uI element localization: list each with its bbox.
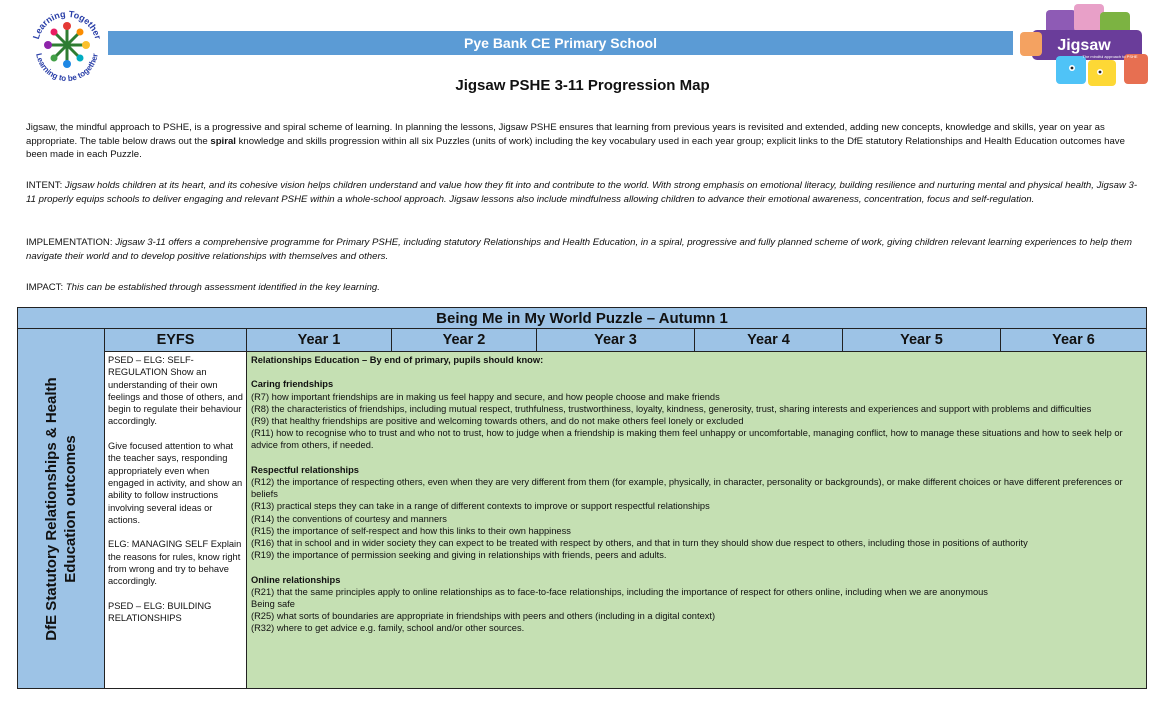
school-name-banner: Pye Bank CE Primary School (108, 31, 1013, 55)
column-header-year-3: Year 3 (537, 329, 695, 352)
outcome-line: Being safe (251, 599, 295, 610)
caring-friendships-title: Caring friendships (251, 379, 334, 390)
column-header-eyfs: EYFS (105, 329, 247, 352)
impact-label: IMPACT: (26, 282, 66, 293)
document-title: Jigsaw PSHE 3-11 Progression Map (455, 77, 710, 94)
intro-paragraph (26, 121, 1146, 162)
side-header (18, 329, 105, 688)
implementation-label: IMPLEMENTATION: (26, 237, 116, 248)
intent-label: INTENT: (26, 180, 65, 191)
outcome-line: (R25) what sorts of boundaries are appropriate in friendships with peers and others (including in a digital context) (251, 611, 716, 622)
school-logo (28, 6, 106, 84)
eyfs-text: ELG: MANAGING SELF Explain the reasons for rules, know right from wrong and try to behave accordingly. (108, 539, 242, 587)
side-header-label: DfE Statutory Relationships & Health Education outcomes (43, 377, 79, 641)
column-header-year-5: Year 5 (843, 329, 1001, 352)
outcome-line: (R8) the characteristics of friendships, including mutual respect, truthfulness, trustworthiness, loyalty, kindness, generosity, trust, sharing interests and experiences and support with problems and difficulties (251, 403, 1092, 414)
respectful-relationships-title: Respectful relationships (251, 464, 359, 475)
outcome-line: (R9) that healthy friendships are positive and welcoming towards others, and do not make others feel lonely or excluded (251, 416, 744, 426)
outcome-line: (R16) that in school and in wider society they can expect to be treated with respect by others, and that in turn they should show due respect to others, including those in positions of authority (251, 538, 1028, 549)
logo-left-bottom-text: Learning to be together (34, 52, 100, 84)
column-header-year-1: Year 1 (247, 329, 392, 352)
intro-spiral-bold: spiral (210, 135, 236, 147)
logo-right-text: Jigsaw (1057, 37, 1111, 54)
intro-text-a: Jigsaw, the mindful approach to PSHE, is a progressive and spiral scheme of learning. In planning the lessons, Jigsaw PSHE ensures that learning from previous years is revisited and extended, adding new concepts, knowledge and skills, year on year as appropriate. The table below draws out the (26, 122, 1105, 147)
outcome-line: (R12) the importance of respecting others, even when they are very different from them (for example, physically, in character, personality or backgrounds), or make different choices or have different preferences or beliefs (251, 477, 1123, 500)
outcome-line: (R21) that the same principles apply to online relationships as to face-to-face relationships, including the importance of respect for others online, including when we are anonymous (251, 586, 988, 597)
outcome-line: (R14) the conventions of courtesy and manners (251, 513, 447, 524)
impact-paragraph (26, 281, 1146, 295)
year-header-row (105, 329, 1146, 352)
implementation-text: Jigsaw 3-11 offers a comprehensive programme for Primary PSHE, including statutory Relationships and Health Education, in a spiral, progressive and fully planned scheme of work, giving children relevant learning experiences to help them navigate their world and to develop positive relationships with themselves and others. (26, 237, 1132, 262)
logo-right-tagline: The mindful approach to PSHE (1082, 54, 1138, 59)
column-header-year-2: Year 2 (392, 329, 537, 352)
outcome-line: (R15) the importance of self-respect and how this links to their own happiness (251, 525, 571, 536)
eyfs-text: PSED – ELG: SELF-REGULATION Show an understanding of their own feelings and those of others, and begin to regulate their behaviour accordingly. (108, 355, 243, 427)
impact-text: This can be established through assessment identified in the key learning. (65, 282, 380, 293)
outcome-line: (R32) where to get advice e.g. family, school and/or other sources. (251, 623, 525, 634)
intent-paragraph (26, 179, 1146, 206)
eyfs-cell (105, 352, 247, 688)
implementation-paragraph (26, 236, 1146, 263)
eyfs-text: Give focused attention to what the teacher says, responding appropriately even when engaged in activity, and show an ability to follow instructions involving several ideas or actions. (108, 441, 243, 525)
outcome-line: (R13) practical steps they can take in a range of different contexts to improve or support respectful relationships (251, 501, 710, 512)
outcome-line: (R19) the importance of permission seeking and giving in relationships with friends, peers and adults. (251, 550, 667, 561)
relationships-education-cell (247, 352, 1146, 688)
puzzle-title: Being Me in My World Puzzle – Autumn 1 (18, 308, 1146, 329)
intent-text: Jigsaw holds children at its heart, and its cohesive vision helps children understand and value how they fit into and contribute to the world. With strong emphasis on emotional literacy, building resilience and nurturing mental and physical health, Jigsaw 3-11 properly equips schools to deliver engaging and relevant PSHE within a whole-school approach. Jigsaw lessons also include mindfulness allowing children to advance their emotional awareness, concentration, focus and self-regulation. (26, 180, 1138, 205)
intro-text-b: knowledge and skills progression within all six Puzzles (units of work) including the key vocabulary used in each year group; explicit links to the DfE statutory Relationships and Health Education outcomes have been made in each Puzzle. (26, 135, 1125, 160)
online-relationships-title: Online relationships (251, 574, 341, 585)
eyfs-text: PSED – ELG: BUILDING RELATIONSHIPS (108, 600, 212, 624)
column-header-year-4: Year 4 (695, 329, 843, 352)
column-header-year-6: Year 6 (1001, 329, 1146, 352)
main-heading: Relationships Education – By end of primary, pupils should know: (251, 355, 544, 365)
outcome-line: (R7) how important friendships are in making us feel happy and secure, and how people choose and make friends (251, 391, 720, 402)
outcome-line: (R11) how to recognise who to trust and who not to trust, how to judge when a friendship is making them feel unhappy or uncomfortable, managing conflict, how to manage these situations and how to seek help or advice from others, if needed. (251, 428, 1123, 451)
progression-table (17, 307, 1147, 689)
logo-left-top-text: Learning Together (30, 8, 104, 41)
